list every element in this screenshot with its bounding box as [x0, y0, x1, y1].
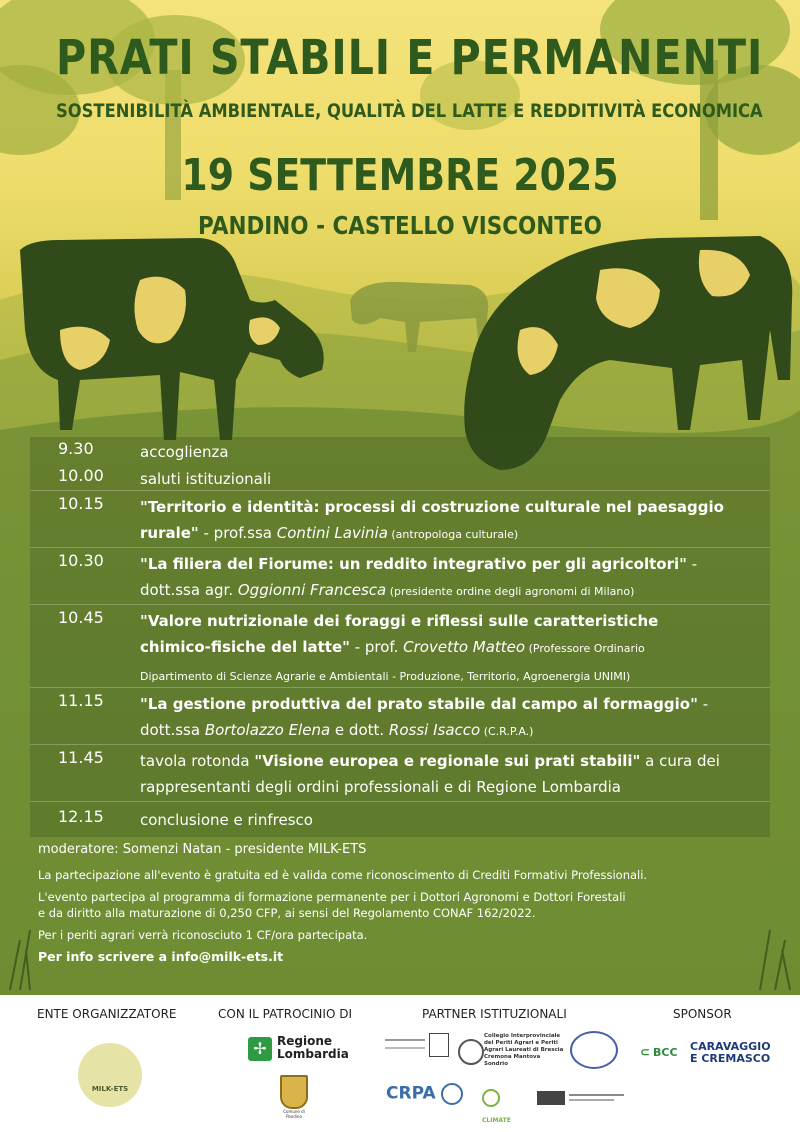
divider	[30, 604, 770, 605]
speaker-affiliation: Dipartimento di Scienze Agrarie e Ambientali - Produzione, Territorio, Agroenergia UNIMI)	[140, 670, 631, 683]
speaker-name-2: Rossi Isacco	[388, 721, 481, 739]
dash: -	[697, 695, 709, 713]
regione-cross-icon: ✢	[248, 1037, 272, 1061]
crpa-text: CRPA	[386, 1083, 436, 1104]
info-training: L'evento partecipa al programma di formazione permanente per i Dottori Agronomi e Dottori Forestali	[38, 890, 626, 904]
program-text: conclusione e rinfresco	[140, 811, 313, 829]
patronage-label: CON IL PATROCINIO DI	[218, 1007, 352, 1021]
info-email: Per info scrivere a info@milk-ets.it	[38, 949, 284, 964]
divider	[30, 801, 770, 802]
coat-of-arms-icon	[280, 1075, 308, 1109]
crpa-logo	[386, 1083, 466, 1113]
talk-title: "La filiera del Fiorume: un reddito integrativo per gli agricoltori"	[140, 555, 687, 573]
divider	[30, 490, 770, 491]
speaker-name: Crovetto Matteo	[403, 638, 526, 656]
agronomi-logo-icon	[570, 1031, 618, 1069]
program-time: 10.30	[58, 551, 104, 570]
speaker-prefix: - prof.	[349, 638, 404, 656]
program-text	[140, 608, 770, 690]
dash: -	[686, 555, 698, 573]
talk-title: "Territorio e identità: processi di costruzione culturale nel paesaggio	[140, 498, 724, 516]
program-text: saluti istituzionali	[140, 470, 272, 488]
organizer-label: ENTE ORGANIZZATORE	[37, 1007, 177, 1021]
climate-text: CLIMATE	[482, 1116, 511, 1124]
event-place: PANDINO - CASTELLO VISCONTEO	[198, 211, 602, 240]
partners-label: PARTNER ISTITUZIONALI	[422, 1007, 567, 1021]
speaker-prefix: - prof.ssa	[198, 524, 277, 542]
collegio-line-2: dei Periti Agrari e Periti	[484, 1040, 558, 1046]
regione-lombardia-logo	[248, 1035, 358, 1065]
comune-name: Comune di Pandino	[283, 1109, 305, 1119]
moderator: moderatore: Somenzi Natan - presidente MILK-ETS	[38, 842, 367, 857]
roundtable-participants: rappresentanti degli ordini professionali e di Regione Lombardia	[140, 778, 622, 796]
speaker-prefix: dott.ssa agr.	[140, 581, 238, 599]
divider	[30, 687, 770, 688]
info-cfp: e da diritto alla maturazione di 0,250 CFP, ai sensi del Regolamento CONAF 162/2022.	[38, 906, 536, 920]
program-time: 11.15	[58, 691, 104, 710]
program-text	[140, 494, 770, 548]
poster-subtitle: SOSTENIBILITÀ AMBIENTALE, QUALITÀ DEL LATTE E REDDITIVITÀ ECONOMICA	[56, 100, 763, 122]
footer	[0, 995, 800, 1132]
program-text	[140, 691, 770, 745]
speaker-note: (Professore Ordinario	[525, 642, 645, 655]
speaker-name: Contini Lavinia	[276, 524, 388, 542]
crpa-circle-icon	[441, 1083, 463, 1105]
speaker-note: (antropologa culturale)	[387, 528, 519, 541]
program-time: 10.15	[58, 494, 104, 513]
divider	[30, 744, 770, 745]
partner-logo-dark	[537, 1091, 627, 1107]
bcc-mark-icon: ⊂	[640, 1045, 651, 1059]
program-text	[140, 748, 770, 800]
ministry-logo	[385, 1033, 450, 1065]
bcc-logo	[640, 1041, 780, 1071]
program-time: 12.15	[58, 807, 104, 826]
milk-ets-logo	[78, 1043, 142, 1107]
collegio-line-3: Agrari Laureati di Brescia	[484, 1047, 564, 1053]
regione-name-2: Lombardia	[277, 1047, 349, 1061]
talk-title: "Visione europea e regionale sui prati stabili"	[254, 752, 641, 770]
climate-leaf-icon	[482, 1089, 500, 1107]
sponsor-label: SPONSOR	[673, 1007, 732, 1021]
roundtable-prefix: tavola rotonda	[140, 752, 255, 770]
speaker-note: (presidente ordine degli agronomi di Milano)	[386, 585, 635, 598]
italian-emblem-icon	[458, 1039, 484, 1065]
bank-name-2: E CREMASCO	[690, 1052, 771, 1065]
info-section	[36, 842, 776, 965]
info-periti: Per i periti agrari verrà riconosciuto 1 CF/ora partecipata.	[38, 928, 368, 942]
collegio-line-4: Cremona Mantova Sondrio	[484, 1054, 541, 1067]
program-time: 10.00	[58, 466, 104, 485]
bcc-text: BCC	[653, 1046, 678, 1059]
event-date: 19 SETTEMBRE 2025	[181, 150, 619, 201]
program-text: accoglienza	[140, 443, 229, 461]
program-panel	[30, 437, 770, 837]
poster-title: PRATI STABILI E PERMANENTI	[56, 30, 764, 86]
divider	[30, 547, 770, 548]
af-mark-icon	[429, 1033, 449, 1057]
collegio-periti-logo	[484, 1033, 564, 1073]
info-credits: La partecipazione all'evento è gratuita ed è valida come riconoscimento di Crediti Formativi Professionali.	[38, 868, 648, 882]
speaker-name: Bortolazzo Elena	[204, 721, 331, 739]
program-time: 10.45	[58, 608, 104, 627]
program-time: 11.45	[58, 748, 104, 767]
talk-title-cont: chimico-fisiche del latte"	[140, 638, 350, 656]
talk-title: "Valore nutrizionale dei foraggi e riflessi sulle caratteristiche	[140, 612, 659, 630]
program-time: 9.30	[58, 439, 94, 458]
bank-name-1: CARAVAGGIO	[690, 1040, 771, 1053]
speaker-note: (C.R.P.A.)	[480, 725, 534, 738]
speaker-name: Oggionni Francesca	[237, 581, 387, 599]
comune-pandino-logo	[276, 1075, 312, 1125]
talk-title-cont: rurale"	[140, 524, 199, 542]
program-text	[140, 551, 770, 605]
talk-title: "La gestione produttiva del prato stabile dal campo al formaggio"	[140, 695, 698, 713]
speaker-join: e dott.	[330, 721, 389, 739]
milk-ets-logo-text: MILK-ETS	[91, 1085, 129, 1093]
roundtable-suffix: a cura dei	[640, 752, 720, 770]
regione-name-1: Regione	[277, 1034, 333, 1048]
speaker-prefix: dott.ssa	[140, 721, 205, 739]
climate-logo	[482, 1087, 532, 1124]
collegio-line-1: Collegio Interprovinciale	[484, 1033, 561, 1039]
